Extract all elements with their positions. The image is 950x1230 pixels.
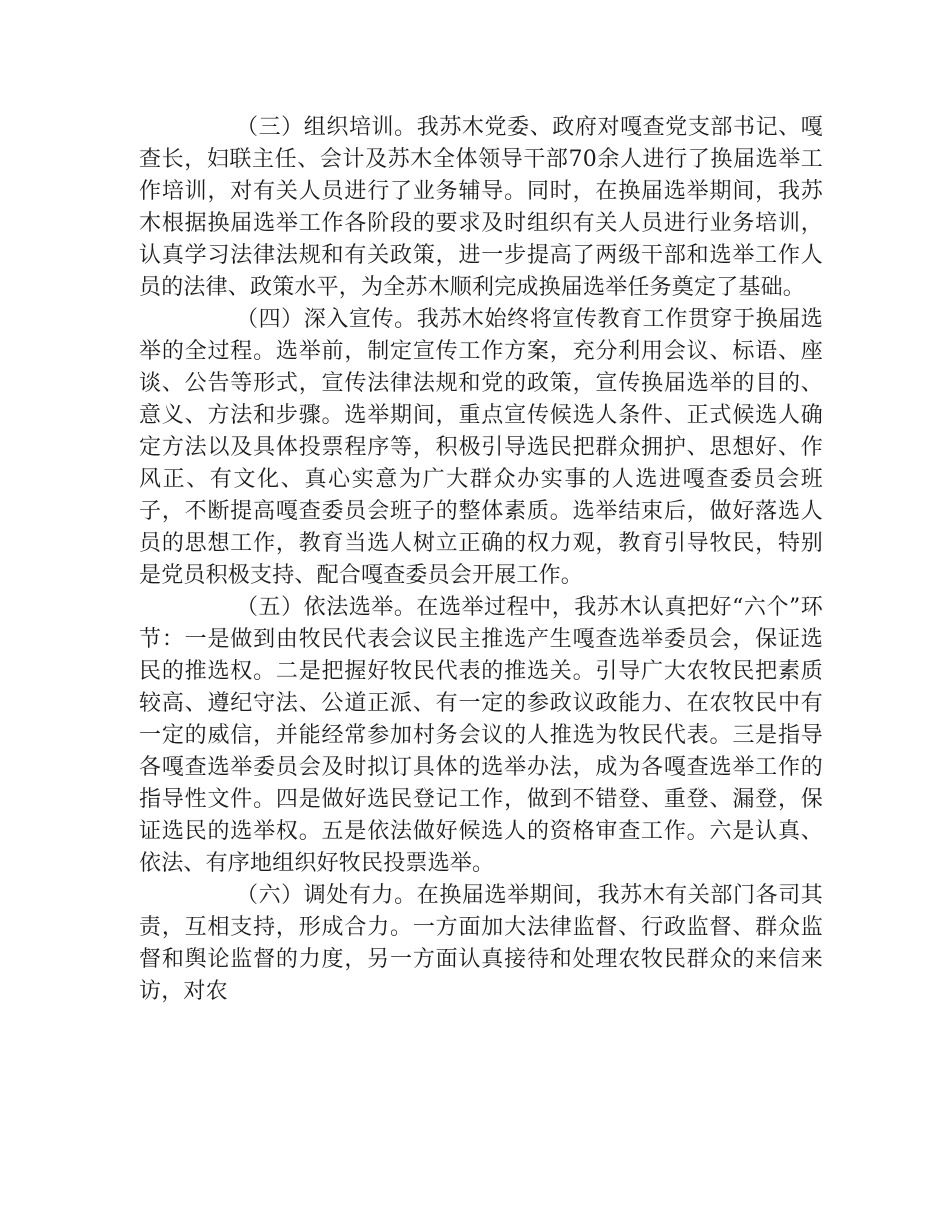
paragraph-mediation: （六）调处有力。在换届选举期间，我苏木有关部门各司其责，互相支持，形成合力。一方面加大法律监督、行政监督、群众监督和舆论监督的力度，另一方面认真接待和处理农牧民群众的来信来访，对农 [139,883,823,1004]
paragraph-organize-training: （三）组织培训。我苏木党委、政府对嘎查党支部书记、嘎查长，妇联主任、会计及苏木全体领导干部70余人进行了换届选举工作培训，对有关人员进行了业务辅导。同时，在换届选举期间，我苏木根据换届选举工作各阶段的要求及时组织有关人员进行业务培训，认真学习法律法规和有关政策，进一步提高了两级干部和选举工作人员的法律、政策水平，为全苏木顺利完成换届选举任务奠定了基础。 [139,115,823,300]
document-body [139,112,823,1008]
paragraph-lawful-election: （五）依法选举。在选举过程中，我苏木认真把好“六个”环节：一是做到由牧民代表会议民主推选产生嘎查选举委员会，保证选民的推选权。二是把握好牧民代表的推选关。引导广大农牧民把素质较高、遵纪守法、公道正派、有一定的参政议政能力、在农牧民中有一定的威信，并能经常参加村务会议的人推选为牧民代表。三是指导各嘎查选举委员会及时拟订具体的选举办法，成为各嘎查选举工作的指导性文件。四是做好选民登记工作，做到不错登、重登、漏登，保证选民的选举权。五是依法做好候选人的资格审查工作。六是认真、依法、有序地组织好牧民投票选举。 [139,595,823,876]
paragraph-publicity: （四）深入宣传。我苏木始终将宣传教育工作贯穿于换届选举的全过程。选举前，制定宣传工作方案，充分利用会议、标语、座谈、公告等形式，宣传法律法规和党的政策，宣传换届选举的目的、意义、方法和步骤。选举期间，重点宣传候选人条件、正式候选人确定方法以及具体投票程序等，积极引导选民把群众拥护、思想好、作风正、有文化、真心实意为广大群众办实事的人选进嘎查委员会班子，不断提高嘎查委员会班子的整体素质。选举结束后，做好落选人员的思想工作，教育当选人树立正确的权力观，教育引导牧民，特别是党员积极支持、配合嘎查委员会开展工作。 [139,307,823,588]
